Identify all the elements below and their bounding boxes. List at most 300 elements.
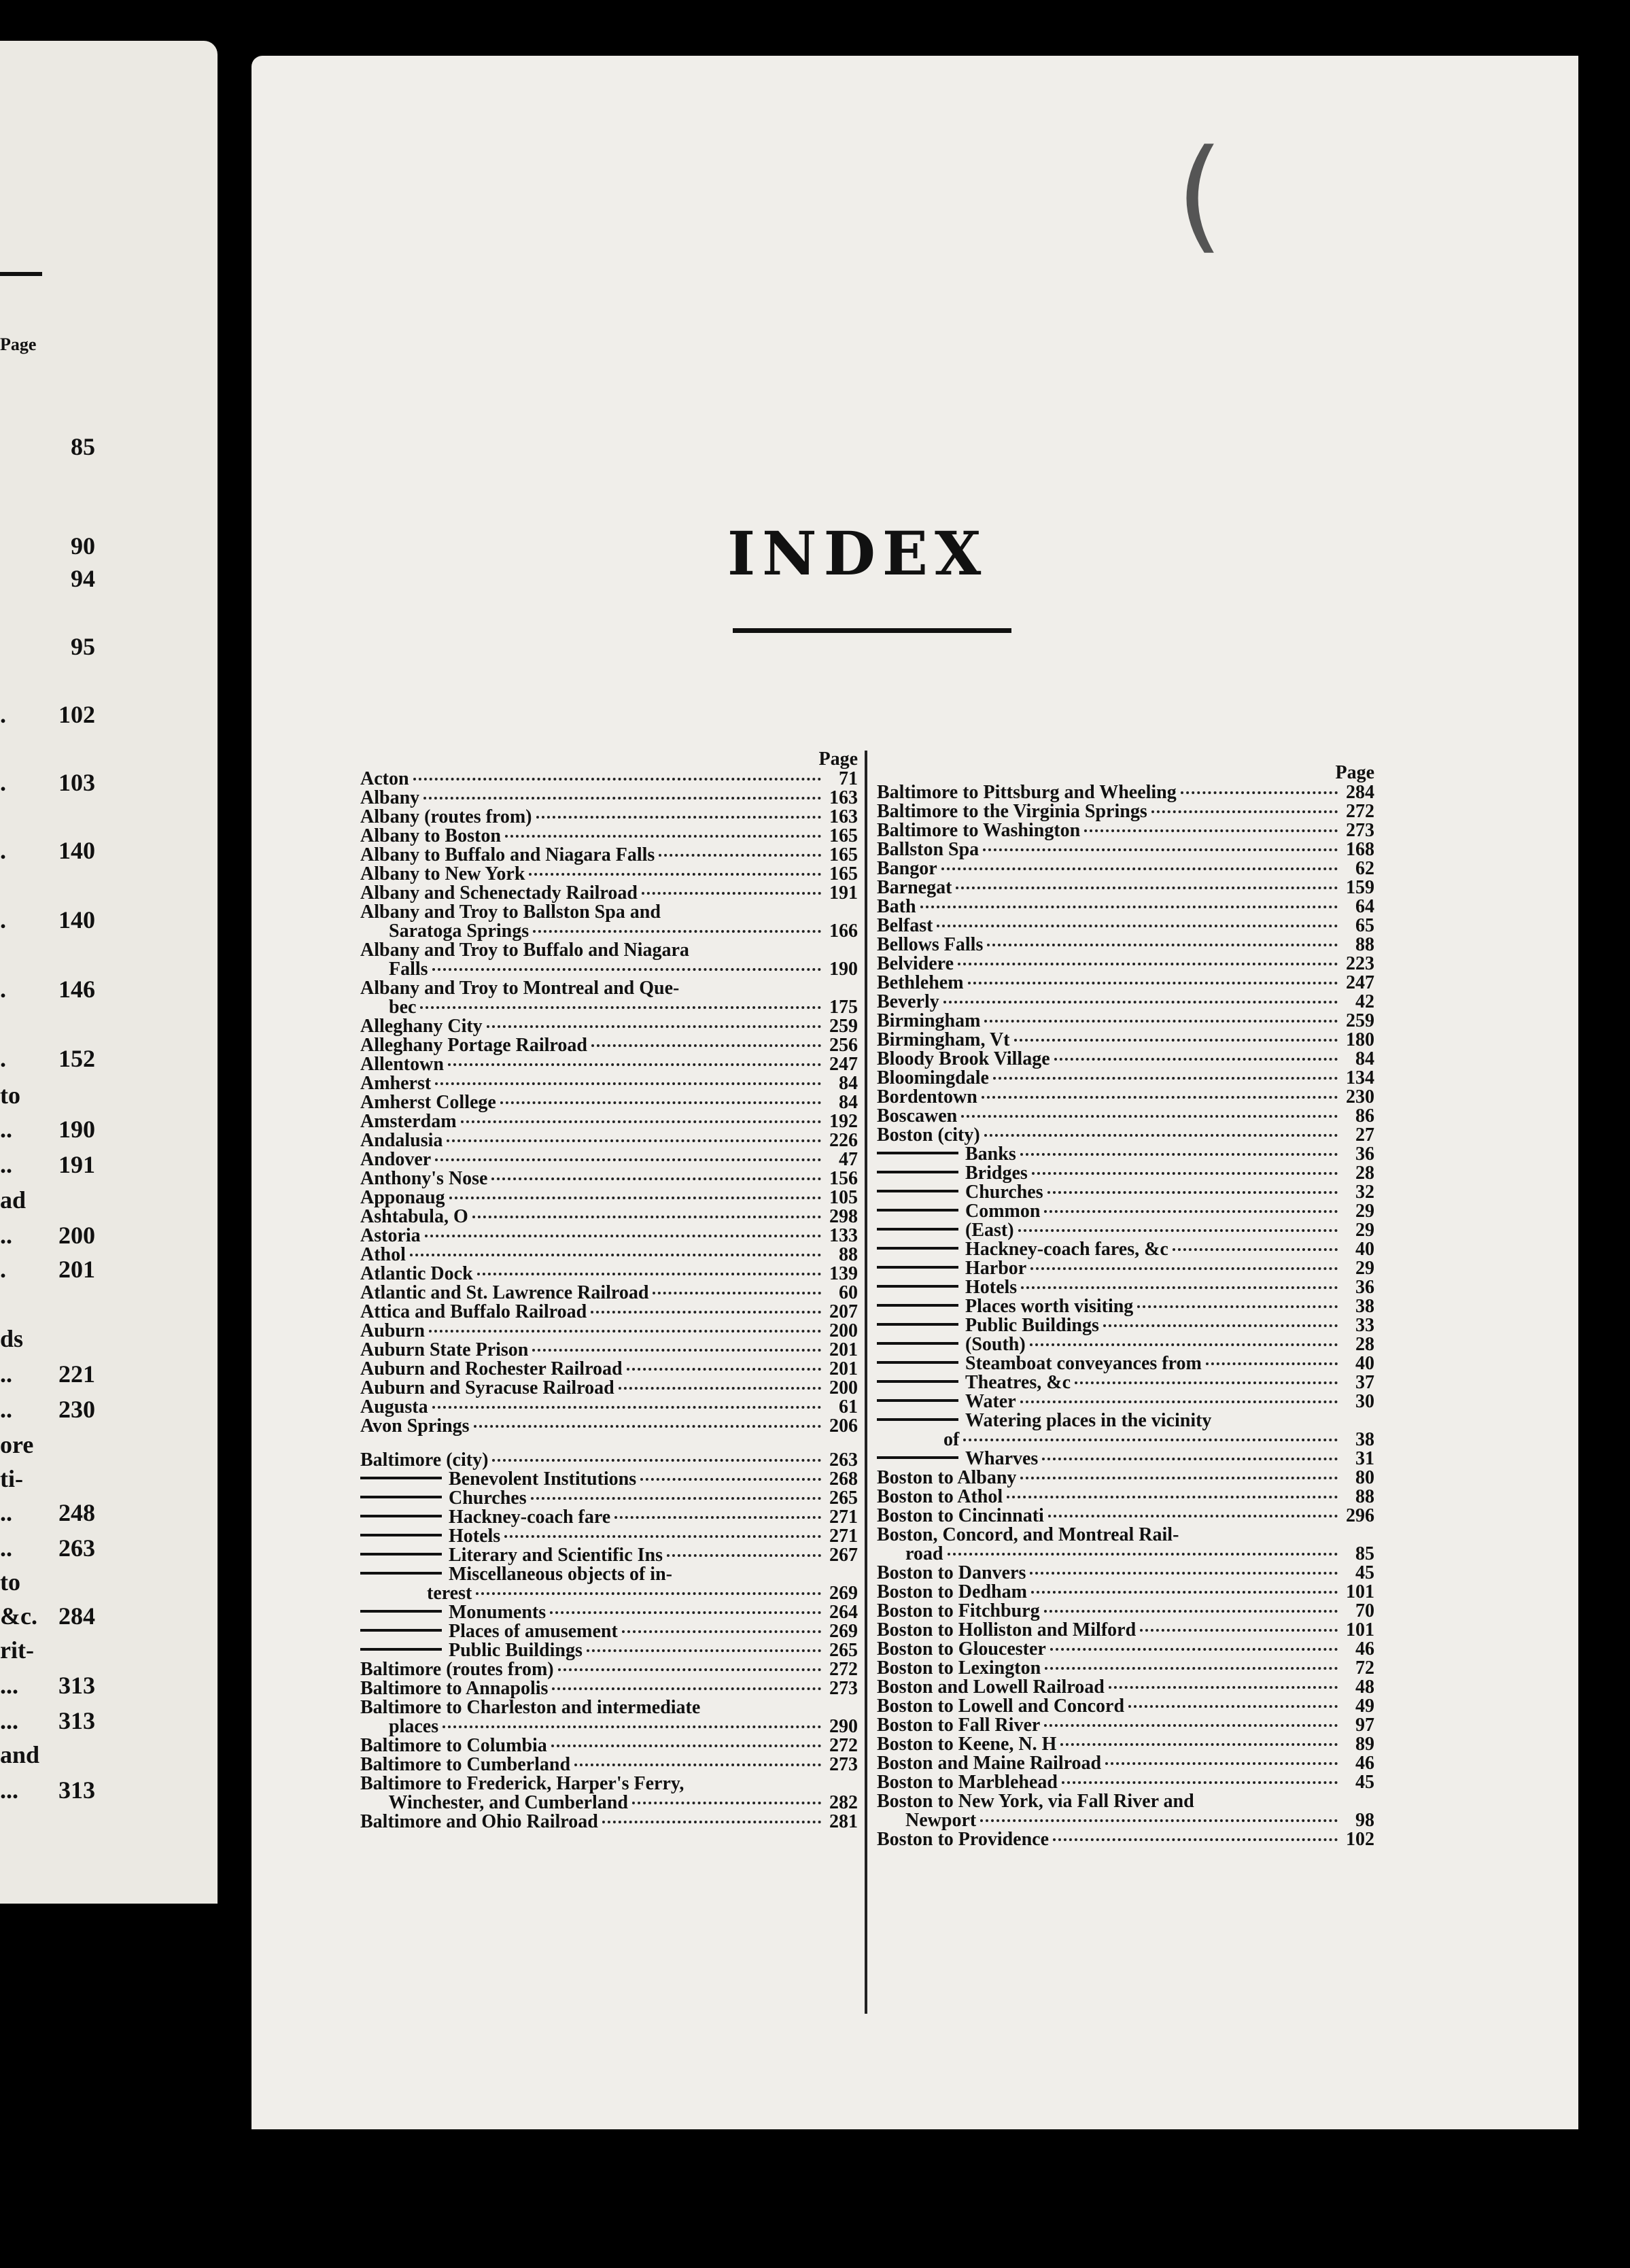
index-page (252, 56, 1578, 2129)
left-page-line (0, 1534, 95, 1564)
entry-text: Albany (routes from) (360, 808, 532, 827)
left-page-line (0, 1255, 95, 1285)
entry-text: Albany and Schenectady Railroad (360, 884, 638, 903)
leader-dots (667, 1554, 821, 1557)
entry-page-number: 105 (829, 1188, 858, 1207)
ditto-dash (360, 1496, 442, 1498)
leader-dots (432, 968, 821, 971)
index-entry (360, 1755, 858, 1774)
left-line-number: 230 (58, 1396, 95, 1423)
ditto-dash (360, 1553, 442, 1556)
left-line-number: 90 (71, 532, 95, 560)
leader-dots (1020, 1401, 1338, 1403)
entry-page-number: 31 (1355, 1449, 1374, 1468)
entry-text: Anthony's Nose (360, 1169, 488, 1188)
entry-page-number: 207 (829, 1303, 858, 1322)
index-entry (360, 1074, 858, 1093)
entry-text: Andover (360, 1150, 432, 1169)
index-entry (877, 1621, 1374, 1640)
index-entry (877, 1259, 1374, 1278)
leader-dots (956, 887, 1338, 889)
left-facing-page (0, 41, 218, 1904)
entry-text: (South) (965, 1335, 1026, 1354)
entry-text: Allentown (360, 1055, 444, 1074)
index-entry (877, 783, 1374, 802)
left-line-number: 102 (58, 701, 95, 728)
index-entry (360, 770, 858, 789)
entry-text: Baltimore to Charleston and intermediate (360, 1698, 701, 1717)
ditto-dash (877, 1342, 958, 1345)
left-line-number: 313 (58, 1672, 95, 1699)
ditto-dash (360, 1534, 442, 1536)
index-entry (360, 1207, 858, 1226)
index-entry (877, 859, 1374, 878)
entry-text: Public Buildings (449, 1641, 583, 1660)
entry-text: Falls (360, 960, 428, 979)
index-entry (877, 1583, 1374, 1602)
entry-page-number: 101 (1346, 1621, 1374, 1640)
entry-text: Alleghany City (360, 1017, 483, 1036)
left-page-line (0, 1115, 95, 1145)
leader-dots (476, 1592, 821, 1595)
leader-dots (558, 1668, 821, 1671)
entry-text: Hackney-coach fare (449, 1508, 611, 1527)
left-line-text: . (0, 769, 6, 796)
entry-text: Albany and Troy to Ballston Spa and (360, 903, 661, 922)
index-entry (360, 1774, 858, 1793)
index-entry (877, 1640, 1374, 1659)
entry-page-number: 71 (839, 770, 858, 789)
entry-text: Banks (965, 1145, 1016, 1164)
left-line-text: ore (0, 1431, 34, 1458)
entry-page-number: 273 (829, 1755, 858, 1774)
handwritten-mark: ( (1176, 124, 1224, 266)
leader-dots (1007, 1496, 1338, 1498)
index-entry (360, 1226, 858, 1245)
entry-text: Boston to Cincinnati (877, 1507, 1044, 1526)
leader-dots (491, 1178, 821, 1180)
leader-dots (448, 1063, 821, 1066)
index-entry (877, 1678, 1374, 1697)
ditto-dash (877, 1304, 958, 1307)
entry-page-number: 247 (829, 1055, 858, 1074)
index-entry (360, 960, 858, 979)
left-page-line (0, 906, 95, 935)
index-entry (877, 1221, 1374, 1240)
leader-dots (1014, 1039, 1338, 1042)
leader-dots (423, 797, 821, 800)
leader-dots (492, 1459, 821, 1462)
entry-text: of (877, 1430, 960, 1449)
entry-text: Albany to Boston (360, 827, 501, 846)
index-entry (360, 1093, 858, 1112)
entry-page-number: 84 (839, 1074, 858, 1093)
entry-page-number: 32 (1355, 1183, 1374, 1202)
entry-page-number: 273 (1346, 821, 1374, 840)
leader-dots (1044, 1610, 1338, 1613)
entry-page-number: 165 (829, 827, 858, 846)
left-line-number: 191 (58, 1151, 95, 1178)
index-entry (360, 1736, 858, 1755)
index-entry (360, 1470, 858, 1489)
entry-page-number: 84 (1355, 1050, 1374, 1069)
index-entry (360, 1284, 858, 1303)
entry-page-number: 268 (829, 1470, 858, 1489)
entry-text: Places worth visiting (965, 1297, 1134, 1316)
entry-text: Barnegat (877, 878, 952, 897)
leader-dots (619, 1387, 821, 1390)
entry-text: Baltimore to the Virginia Springs (877, 802, 1147, 821)
entry-text: Baltimore to Frederick, Harper's Ferry, (360, 1774, 684, 1793)
leader-dots (983, 848, 1338, 851)
leader-dots (1031, 1591, 1338, 1594)
leader-dots (1047, 1191, 1338, 1194)
leader-dots (1075, 1381, 1338, 1384)
left-line-text: &c. (0, 1602, 37, 1630)
ditto-dash (877, 1228, 958, 1231)
entry-page-number: 46 (1355, 1754, 1374, 1773)
index-entry (877, 1335, 1374, 1354)
entry-text: Birmingham, Vt (877, 1031, 1010, 1050)
index-column-1 (360, 749, 858, 1832)
index-entry (360, 1112, 858, 1131)
index-entry (877, 955, 1374, 974)
index-entry (877, 1659, 1374, 1678)
left-page-line (0, 632, 95, 662)
left-line-text: . (0, 701, 6, 728)
entry-text: Water (965, 1392, 1016, 1411)
index-entry (877, 1602, 1374, 1621)
leader-dots (420, 1006, 821, 1009)
index-entry (877, 1545, 1374, 1564)
index-entry (360, 1188, 858, 1207)
index-entry (360, 1489, 858, 1508)
leader-dots (551, 1745, 821, 1747)
entry-page-number: 201 (829, 1360, 858, 1379)
index-entry (877, 1069, 1374, 1088)
index-entry (360, 884, 858, 903)
entry-page-number: 102 (1346, 1830, 1374, 1849)
left-page-line (0, 532, 95, 562)
entry-text: Boston to Marblehead (877, 1773, 1058, 1792)
index-entry (877, 1716, 1374, 1735)
left-page-line (0, 975, 95, 1005)
entry-page-number: 101 (1346, 1583, 1374, 1602)
index-entry (360, 922, 858, 941)
leader-dots (640, 1478, 821, 1481)
column-2-page-header: Page (1335, 762, 1374, 783)
column-2-entries (877, 783, 1374, 1849)
entry-text: road (877, 1545, 943, 1564)
left-page-rule (0, 272, 42, 276)
left-line-text: . (0, 976, 6, 1003)
leader-dots (532, 1349, 821, 1352)
left-line-number: 190 (58, 1116, 95, 1143)
leader-dots (413, 778, 821, 780)
leader-dots (1140, 1629, 1338, 1632)
leader-dots (1173, 1248, 1338, 1251)
entry-page-number: 65 (1355, 916, 1374, 935)
entry-text: Literary and Scientific Ins (449, 1546, 663, 1565)
entry-text: Harbor (965, 1259, 1027, 1278)
entry-text: Baltimore to Washington (877, 821, 1081, 840)
index-entry (877, 1297, 1374, 1316)
entry-text: Boston, Concord, and Montreal Rail- (877, 1526, 1179, 1545)
leader-dots (622, 1630, 821, 1633)
leader-dots (993, 1077, 1338, 1080)
leader-dots (984, 1134, 1338, 1137)
entry-page-number: 256 (829, 1036, 858, 1055)
entry-page-number: 88 (1355, 935, 1374, 955)
entry-text: Boston to Fall River (877, 1716, 1041, 1735)
left-page-line (0, 432, 95, 462)
entry-text: Albany to Buffalo and Niagara Falls (360, 846, 655, 865)
entry-text: Monuments (449, 1603, 547, 1622)
entry-text: Churches (449, 1489, 527, 1508)
entry-page-number: 62 (1355, 859, 1374, 878)
entry-text: Boston to Lowell and Concord (877, 1697, 1125, 1716)
left-line-text: ds (0, 1325, 24, 1352)
index-entry (877, 1145, 1374, 1164)
entry-text: Boston to Dedham (877, 1583, 1027, 1602)
leader-dots (449, 1197, 821, 1199)
index-entry (877, 1526, 1374, 1545)
entry-page-number: 36 (1355, 1278, 1374, 1297)
left-line-text: .. (0, 1396, 12, 1423)
entry-text: Boston to Albany (877, 1468, 1017, 1488)
leader-dots (1105, 1762, 1338, 1765)
entry-page-number: 290 (829, 1717, 858, 1736)
index-entry (877, 1183, 1374, 1202)
entry-page-number: 80 (1355, 1468, 1374, 1488)
left-page-line (0, 1671, 95, 1701)
left-page-line (0, 1081, 95, 1111)
left-page-line (0, 1602, 95, 1632)
leader-dots (1018, 1229, 1338, 1232)
leader-dots (1206, 1362, 1338, 1365)
left-line-text: . (0, 906, 6, 933)
entry-page-number: 165 (829, 865, 858, 884)
entry-page-number: 282 (829, 1793, 858, 1812)
entry-page-number: 298 (829, 1207, 858, 1226)
entry-text: Baltimore and Ohio Railroad (360, 1812, 598, 1832)
left-line-number: 284 (58, 1602, 95, 1630)
index-entry (360, 1679, 858, 1698)
entry-text: Birmingham (877, 1012, 981, 1031)
entry-page-number: 271 (829, 1527, 858, 1546)
leader-dots (1021, 1286, 1338, 1289)
entry-text: Albany to New York (360, 865, 525, 884)
entry-page-number: 247 (1346, 974, 1374, 993)
ditto-dash (877, 1152, 958, 1154)
index-entry (360, 1812, 858, 1832)
left-line-number: 146 (58, 976, 95, 1003)
leader-dots (602, 1821, 821, 1823)
left-page-header: Page (0, 334, 37, 354)
leader-dots (987, 944, 1338, 946)
left-line-text: to (0, 1568, 20, 1596)
index-entry (877, 1107, 1374, 1126)
left-line-text: ... (0, 1707, 18, 1734)
left-line-text: rit- (0, 1636, 34, 1664)
leader-dots (1084, 829, 1338, 832)
entry-text: Baltimore to Columbia (360, 1736, 547, 1755)
leader-dots (1020, 1477, 1338, 1479)
leader-dots (487, 1025, 821, 1028)
entry-text: Saratoga Springs (360, 922, 530, 941)
entry-text: Boston to New York, via Fall River and (877, 1792, 1194, 1811)
entry-text: Steamboat conveyances from (965, 1354, 1202, 1373)
entry-text: Boston (city) (877, 1126, 980, 1145)
column-divider (865, 751, 867, 2014)
left-line-number: 263 (58, 1534, 95, 1562)
index-entry (360, 1546, 858, 1565)
left-page-line (0, 564, 95, 594)
entry-page-number: 27 (1355, 1126, 1374, 1145)
left-page-line (0, 1568, 95, 1598)
entry-text: Baltimore to Cumberland (360, 1755, 571, 1774)
left-page-line (0, 1150, 95, 1180)
left-line-text: .. (0, 1222, 12, 1249)
ditto-dash (877, 1266, 958, 1269)
left-line-number: 313 (58, 1707, 95, 1734)
index-entry (877, 1050, 1374, 1069)
entry-page-number: 200 (829, 1322, 858, 1341)
entry-page-number: 163 (829, 808, 858, 827)
index-entry (360, 1698, 858, 1717)
entry-page-number: 29 (1355, 1221, 1374, 1240)
entry-page-number: 37 (1355, 1373, 1374, 1392)
entry-page-number: 72 (1355, 1659, 1374, 1678)
entry-page-number: 192 (829, 1112, 858, 1131)
entry-text: Ballston Spa (877, 840, 979, 859)
index-entry (877, 974, 1374, 993)
left-page-line (0, 1498, 95, 1528)
entry-text: Theatres, &c (965, 1373, 1071, 1392)
ditto-dash (877, 1285, 958, 1288)
index-entry (877, 1830, 1374, 1849)
entry-text: Albany (360, 789, 420, 808)
entry-page-number: 264 (829, 1603, 858, 1622)
entry-page-number: 97 (1355, 1716, 1374, 1735)
entry-page-number: 48 (1355, 1678, 1374, 1697)
entry-text: Boston to Lexington (877, 1659, 1041, 1678)
entry-page-number: 134 (1346, 1069, 1374, 1088)
entry-page-number: 190 (829, 960, 858, 979)
left-line-number: 140 (58, 906, 95, 933)
entry-page-number: 139 (829, 1265, 858, 1284)
entry-page-number: 38 (1355, 1430, 1374, 1449)
index-entry (360, 1641, 858, 1660)
index-entry (360, 1360, 858, 1379)
index-entry (360, 1527, 858, 1546)
leader-dots (937, 925, 1338, 927)
left-line-text: .. (0, 1116, 12, 1143)
index-entry (360, 1055, 858, 1074)
left-line-text: ... (0, 1776, 18, 1804)
index-entry (877, 897, 1374, 916)
entry-page-number: 47 (839, 1150, 858, 1169)
entry-page-number: 36 (1355, 1145, 1374, 1164)
index-entry (877, 1088, 1374, 1107)
index-entry (877, 1697, 1374, 1716)
entry-page-number: 61 (839, 1398, 858, 1417)
leader-dots (1151, 810, 1338, 813)
entry-text: Baltimore (city) (360, 1451, 489, 1470)
index-entry (877, 1488, 1374, 1507)
entry-page-number: 281 (829, 1812, 858, 1832)
column-1-page-header: Page (818, 749, 858, 770)
entry-text: Auburn and Rochester Railroad (360, 1360, 623, 1379)
left-line-number: 200 (58, 1222, 95, 1249)
entry-page-number: 166 (829, 922, 858, 941)
entry-text: Belvidere (877, 955, 954, 974)
index-entry (360, 1660, 858, 1679)
ditto-dash (877, 1418, 958, 1421)
ditto-dash (360, 1648, 442, 1651)
left-page-line (0, 1636, 95, 1666)
left-page-line (0, 1221, 95, 1251)
entry-text: Alleghany Portage Railroad (360, 1036, 587, 1055)
left-line-number: 103 (58, 769, 95, 796)
leader-dots (1042, 1458, 1338, 1460)
leader-dots (533, 930, 821, 933)
ditto-dash (877, 1247, 958, 1250)
leader-dots (591, 1311, 821, 1313)
left-line-text: ... (0, 1672, 18, 1699)
index-entry (360, 1265, 858, 1284)
index-entry (360, 1341, 858, 1360)
entry-page-number: 42 (1355, 993, 1374, 1012)
entry-page-number: 45 (1355, 1773, 1374, 1792)
leader-dots (948, 1553, 1338, 1556)
left-page-line (0, 700, 95, 730)
entry-text: Auburn and Syracuse Railroad (360, 1379, 614, 1398)
entry-text: Hotels (965, 1278, 1018, 1297)
entry-page-number: 267 (829, 1546, 858, 1565)
entry-text: Atlantic Dock (360, 1265, 473, 1284)
index-entry (360, 1508, 858, 1527)
index-entry (877, 878, 1374, 897)
entry-text: Baltimore to Pittsburg and Wheeling (877, 783, 1177, 802)
leader-dots (1103, 1324, 1338, 1327)
entry-text: places (360, 1717, 439, 1736)
index-entry (360, 1131, 858, 1150)
left-line-number: 95 (71, 633, 95, 660)
entry-text: Boston to Gloucester (877, 1640, 1046, 1659)
index-entry (877, 802, 1374, 821)
entry-text: Wharves (965, 1449, 1039, 1468)
index-entry (877, 1012, 1374, 1031)
entry-text: Astoria (360, 1226, 421, 1245)
index-entry (360, 1017, 858, 1036)
index-entry (360, 1036, 858, 1055)
entry-page-number: 163 (829, 789, 858, 808)
leader-dots (574, 1764, 821, 1766)
index-entry (360, 1451, 858, 1470)
entry-page-number: 269 (829, 1584, 858, 1603)
entry-page-number: 88 (839, 1245, 858, 1265)
index-entry (877, 1811, 1374, 1830)
leader-dots (474, 1425, 821, 1428)
index-entry (877, 1164, 1374, 1183)
leader-dots (961, 1115, 1338, 1118)
leader-dots (531, 1497, 821, 1500)
entry-text: Beverly (877, 993, 939, 1012)
leader-dots (591, 1044, 821, 1047)
entry-text: terest (360, 1584, 472, 1603)
leader-dots (980, 1819, 1338, 1822)
